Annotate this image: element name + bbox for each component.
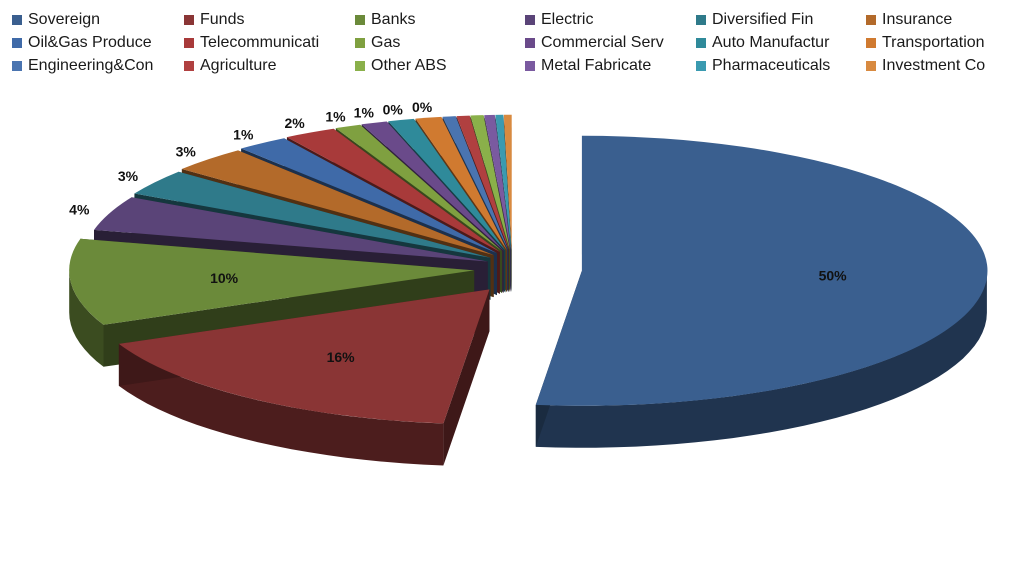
legend-label: Transportation xyxy=(882,34,985,51)
data-label: 3% xyxy=(117,168,139,185)
data-label: 0% xyxy=(411,99,433,116)
data-label: 10% xyxy=(210,269,239,286)
data-label: 1% xyxy=(353,104,374,121)
data-label: 0% xyxy=(382,101,403,118)
data-label: 1% xyxy=(233,126,254,143)
legend-label: Telecommunicati xyxy=(200,34,320,51)
legend-label: Other ABS xyxy=(371,57,447,74)
data-label: 16% xyxy=(326,348,355,365)
legend-label: Diversified Fin xyxy=(712,11,814,28)
legend-label: Banks xyxy=(371,11,416,28)
legend-label: Commercial Serv xyxy=(541,34,664,51)
legend-label: Insurance xyxy=(882,11,953,28)
legend-label: Oil&Gas Produce xyxy=(28,34,152,51)
legend-label: Investment Co xyxy=(882,57,986,74)
legend-label: Agriculture xyxy=(200,57,277,74)
pie-slice xyxy=(536,136,988,448)
legend-label: Gas xyxy=(371,34,401,51)
legend-label: Funds xyxy=(200,11,245,28)
data-label: 1% xyxy=(325,108,346,125)
legend-label: Sovereign xyxy=(28,11,101,28)
legend-label: Pharmaceuticals xyxy=(712,57,831,74)
data-label: 4% xyxy=(69,201,90,218)
legend-label: Metal Fabricate xyxy=(541,57,652,74)
data-label: 2% xyxy=(284,115,305,132)
data-label: 50% xyxy=(818,267,847,284)
legend-label: Electric xyxy=(541,11,594,28)
legend-label: Auto Manufactur xyxy=(712,34,830,51)
data-label: 3% xyxy=(175,143,196,160)
legend-label: Engineering&Con xyxy=(28,57,154,74)
